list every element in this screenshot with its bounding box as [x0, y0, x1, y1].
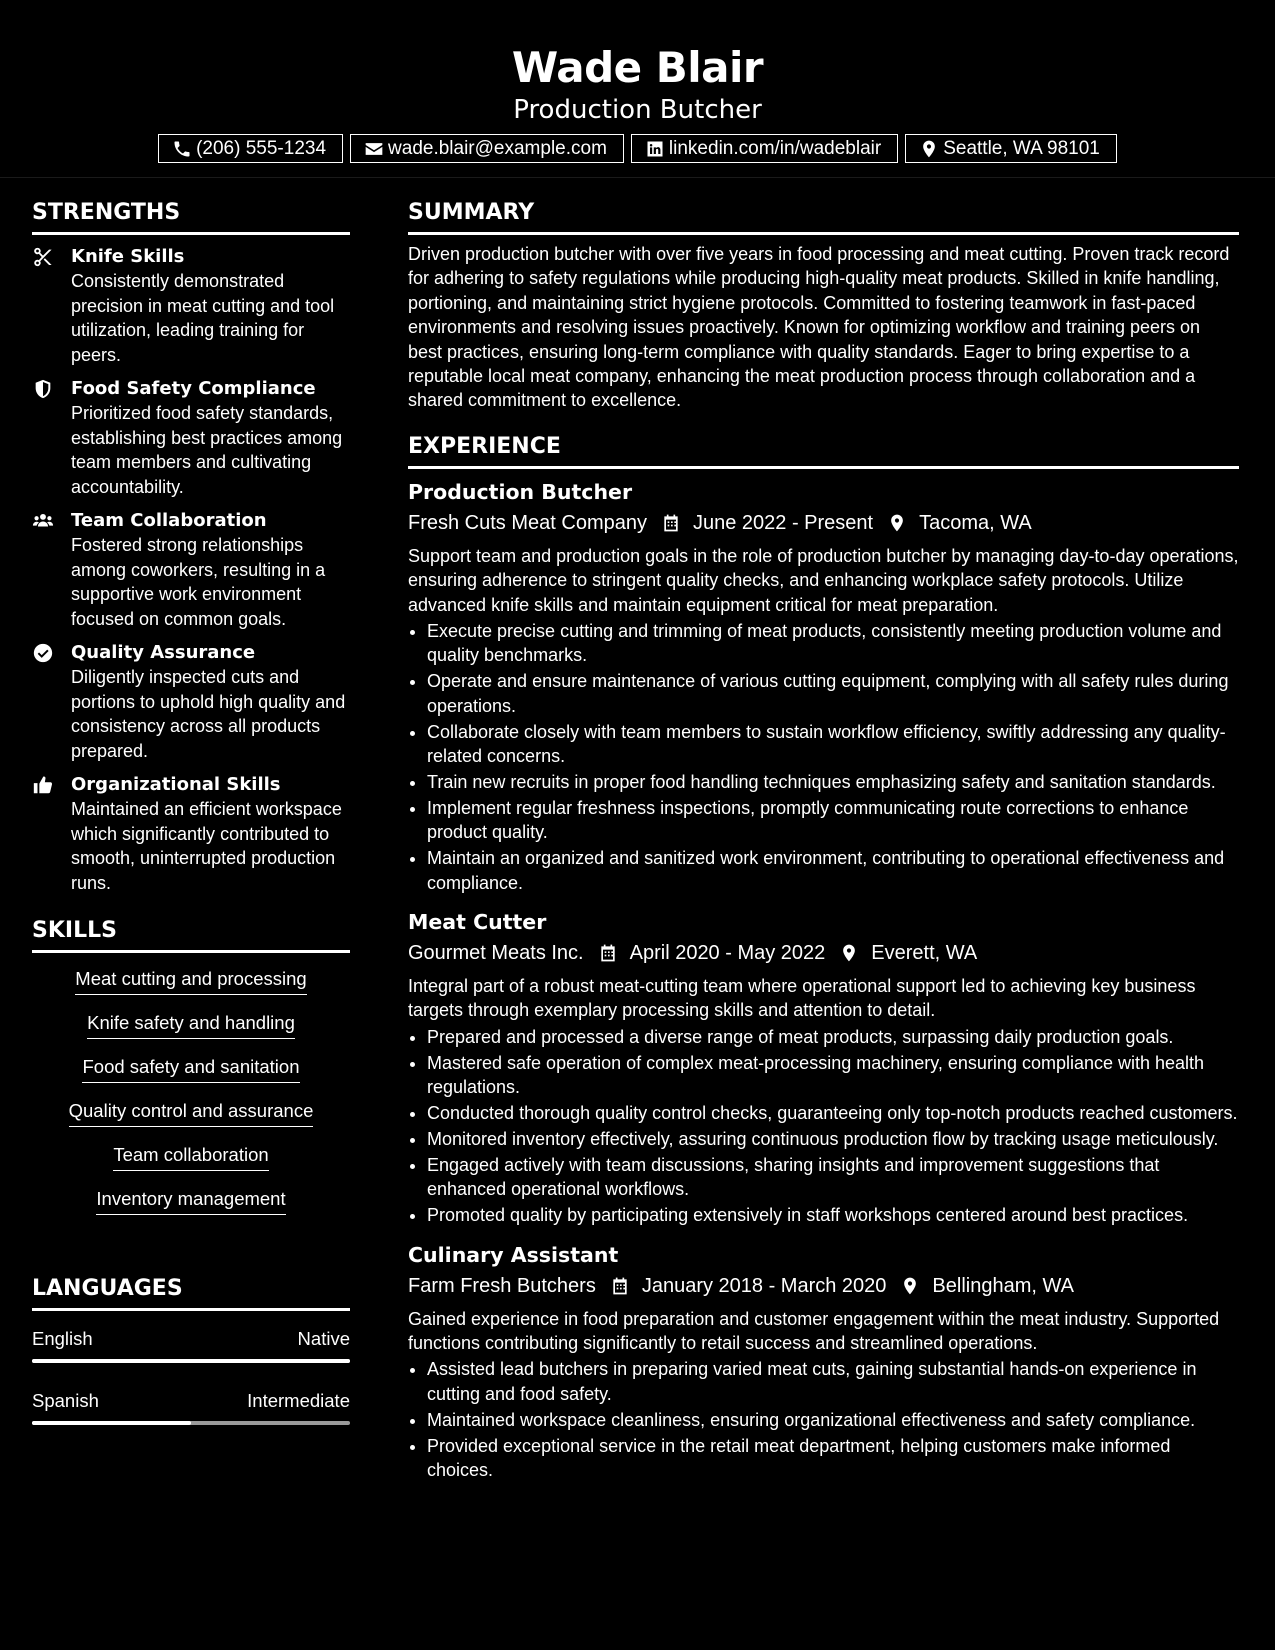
language-level: Intermediate — [247, 1390, 350, 1411]
job-dates: January 2018 - March 2020 — [641, 1274, 887, 1297]
job-location: Everett, WA — [871, 942, 978, 965]
calendar-icon — [610, 1276, 630, 1296]
map-pin-icon — [919, 139, 939, 159]
experience-title: EXPERIENCE — [408, 433, 1239, 469]
job-description: Integral part of a robust meat-cutting team where operational support led to achieving key business targets through exemplary processing skills and attention to detail. — [408, 976, 1196, 1021]
skill-item: Quality control and assurance — [69, 1099, 314, 1127]
envelope-icon — [364, 139, 384, 159]
job-bullets — [408, 1025, 1239, 1228]
contact-phone-text: (206) 555-1234 — [196, 137, 327, 159]
job-bullets — [408, 1357, 1239, 1482]
strength-item — [32, 377, 350, 499]
strengths-section — [32, 199, 350, 895]
job-bullet: • Engaged actively with team discussions, sharing insights and improvement suggestions that enhanced operational workflows. — [427, 1153, 1239, 1202]
strength-desc: Diligently inspected cuts and portions to uphold high quality and consistency across all products prepared. — [71, 667, 346, 761]
job-bullet: • Execute precise cutting and trimming of meat products, consistently meeting production volume and quality benchmarks. — [427, 619, 1239, 668]
job-bullet: • Monitored inventory effectively, assuring continuous production flow by tracking usage meticulously. — [427, 1127, 1239, 1151]
language-proficiency-fill — [32, 1359, 350, 1363]
calendar-icon — [661, 513, 681, 533]
strength-desc: Prioritized food safety standards, establishing best practices among team members and cultivating accountability. — [71, 403, 343, 497]
languages-title: LANGUAGES — [32, 1275, 350, 1311]
strength-item — [32, 509, 350, 631]
job-company: Fresh Cuts Meat Company — [408, 511, 647, 534]
shield-icon — [32, 378, 54, 400]
job-meta — [408, 1271, 1239, 1301]
calendar-icon — [598, 943, 618, 963]
job-bullet: • Conducted thorough quality control checks, guaranteeing only top-notch products reached customers. — [427, 1101, 1239, 1125]
map-pin-icon — [900, 1276, 920, 1296]
job-bullet: • Prepared and processed a diverse range of meat products, surpassing daily production goals. — [427, 1025, 1239, 1049]
strength-item — [32, 773, 350, 895]
job-bullet: • Operate and ensure maintenance of various cutting equipment, complying with all safety rules during operations. — [427, 669, 1239, 718]
skills-section — [32, 917, 350, 1231]
left-column — [32, 199, 350, 1425]
candidate-name: Wade Blair — [511, 43, 764, 92]
strength-title: Quality Assurance — [71, 642, 256, 663]
map-pin-icon — [839, 943, 859, 963]
job-description: Gained experience in food preparation and customer engagement within the meat industry. Supported functions contributing significantly to retail success and streamlined operations. — [408, 1308, 1220, 1353]
job-dates: June 2022 - Present — [692, 511, 874, 534]
job-bullet: • Provided exceptional service in the retail meat department, helping customers make informed choices. — [427, 1434, 1239, 1483]
job-location: Tacoma, WA — [919, 511, 1032, 534]
contact-phone[interactable] — [158, 134, 343, 163]
right-column — [408, 199, 1239, 1484]
job-dates: April 2020 - May 2022 — [629, 942, 826, 965]
contact-linkedin-text: linkedin.com/in/wadeblair — [668, 137, 882, 159]
job-title: Culinary Assistant — [408, 1242, 619, 1267]
strength-desc: Fostered strong relationships among coworkers, resulting in a supportive work environment focused on common goals. — [71, 535, 326, 629]
strength-title: Food Safety Compliance — [71, 378, 316, 399]
language-item — [32, 1389, 350, 1425]
contact-location-text: Seattle, WA 98101 — [943, 137, 1100, 159]
job-title: Meat Cutter — [408, 910, 547, 935]
skill-item: Inventory management — [96, 1187, 285, 1215]
contact-linkedin[interactable] — [631, 134, 898, 163]
job-bullets — [408, 619, 1239, 895]
check-circle-icon — [32, 642, 54, 664]
contact-bar — [0, 134, 1275, 163]
scissors-icon — [32, 246, 54, 268]
strength-item — [32, 641, 350, 763]
summary-section — [408, 199, 1239, 413]
languages-section — [32, 1275, 350, 1425]
job-bullet: • Promoted quality by participating extensively in staff workshops centered around best practices. — [427, 1203, 1239, 1227]
skill-item: Food safety and sanitation — [82, 1055, 299, 1083]
skills-title: SKILLS — [32, 917, 350, 953]
contact-email-text: wade.blair@example.com — [388, 137, 607, 159]
strength-desc: Consistently demonstrated precision in meat cutting and tool utilization, leading training for peers. — [71, 271, 335, 365]
strengths-title: STRENGTHS — [32, 199, 350, 235]
map-pin-icon — [887, 513, 907, 533]
summary-text: Driven production butcher with over five years in food processing and meat cutting. Proven track record for adhering to safety regulations while producing high-quality meat products. Skilled in knife handling, portioning, and maintaining strict hygiene protocols. Committed to fostering teamwork in fast-paced environments and resolving issues proactively. Known for optimizing workflow and training peers on best practices, ensuring long-term compliance with quality standards. Eager to bring expertise to a reputable local meat company, enhancing the meat production process through collaboration and a shared commitment to excellence. — [408, 244, 1230, 411]
strength-title: Organizational Skills — [71, 774, 281, 795]
job-meta — [408, 938, 1239, 968]
job-entry — [408, 1242, 1239, 1483]
skills-list — [32, 967, 350, 1231]
strength-item — [32, 245, 350, 367]
job-company: Gourmet Meats Inc. — [408, 942, 584, 965]
strength-desc: Maintained an efficient workspace which significantly contributed to smooth, uninterrupted production runs. — [71, 799, 342, 893]
strength-title: Team Collaboration — [71, 510, 267, 531]
job-entry — [408, 479, 1239, 895]
job-bullet: • Mastered safe operation of complex meat-processing machinery, ensuring compliance with health regulations. — [427, 1051, 1239, 1100]
strength-title: Knife Skills — [71, 246, 185, 267]
job-location: Bellingham, WA — [932, 1274, 1074, 1297]
users-icon — [32, 510, 54, 532]
job-meta — [408, 508, 1239, 538]
language-proficiency-bar — [32, 1359, 350, 1363]
language-level: Native — [297, 1328, 350, 1349]
language-proficiency-bar — [32, 1421, 350, 1425]
linkedin-icon — [645, 139, 665, 159]
contact-email[interactable] — [350, 134, 624, 163]
language-name: Spanish — [32, 1390, 99, 1411]
job-bullet: • Collaborate closely with team members to sustain workflow efficiency, swiftly addressing any quality-related concerns. — [427, 720, 1239, 769]
summary-title: SUMMARY — [408, 199, 1239, 235]
phone-icon — [172, 139, 192, 159]
language-name: English — [32, 1328, 93, 1349]
job-bullet: • Assisted lead butchers in preparing varied meat cuts, gaining substantial hands-on experience in cutting and food safety. — [427, 1357, 1239, 1406]
skill-item: Knife safety and handling — [87, 1011, 295, 1039]
job-bullet: • Train new recruits in proper food handling techniques emphasizing safety and sanitation standards. — [427, 770, 1239, 794]
resume-header — [0, 0, 1275, 178]
skill-item: Meat cutting and processing — [75, 967, 306, 995]
candidate-role: Production Butcher — [513, 95, 762, 125]
thumbs-up-icon — [32, 774, 54, 796]
language-proficiency-fill — [32, 1421, 191, 1425]
job-bullet: • Implement regular freshness inspections, promptly communicating route corrections to enhance product quality. — [427, 796, 1239, 845]
contact-location[interactable] — [905, 134, 1117, 163]
job-company: Farm Fresh Butchers — [408, 1274, 596, 1297]
job-bullet: • Maintained workspace cleanliness, ensuring organizational effectiveness and safety compliance. — [427, 1408, 1239, 1432]
experience-section — [408, 433, 1239, 1483]
job-description: Support team and production goals in the role of production butcher by managing day-to-day operations, ensuring adherence to stringent quality checks, and enhancing workplace safety protocols. Utilize advanced knife skills and maintain equipment critical for meat preparation. — [408, 545, 1239, 615]
job-entry — [408, 909, 1239, 1228]
job-bullet: • Maintain an organized and sanitized work environment, contributing to operational effectiveness and compliance. — [427, 846, 1239, 895]
skill-item: Team collaboration — [113, 1143, 268, 1171]
job-list — [408, 479, 1239, 1483]
job-title: Production Butcher — [408, 479, 633, 504]
language-item — [32, 1327, 350, 1363]
